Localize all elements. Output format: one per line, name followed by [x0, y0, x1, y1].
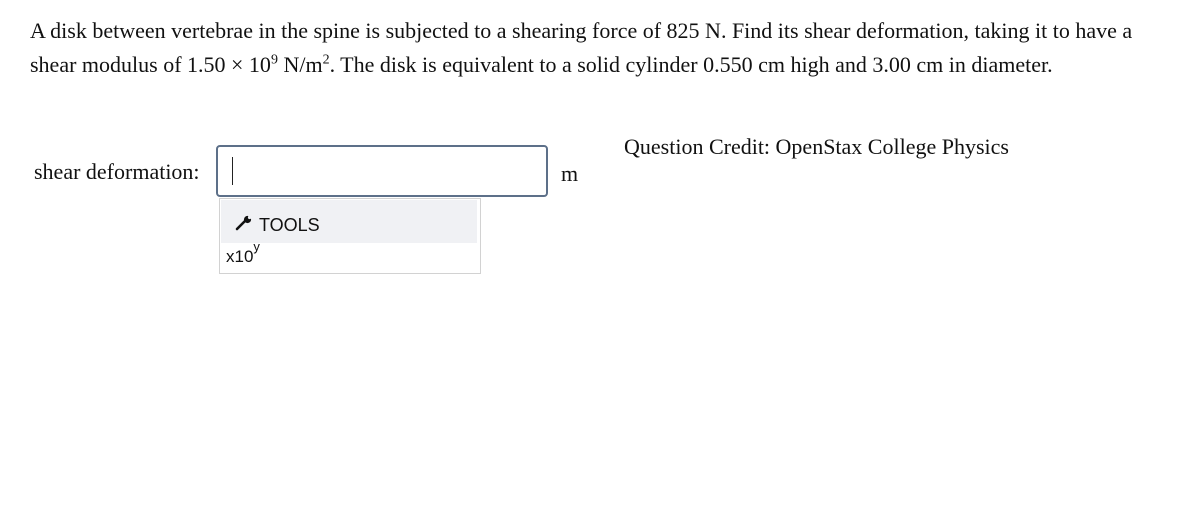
- question-text-part-2: N/m: [277, 52, 323, 77]
- tools-toggle-button[interactable]: [221, 200, 477, 243]
- modulus-exponent: 9: [270, 52, 278, 68]
- question-text-part-1: A disk between vertebrae in the spine is subjected to a shearing force of 825 N. Find its shear deformation, taking it to have a shear modulus of 1.50 × 10: [30, 18, 1133, 77]
- shear-deformation-input[interactable]: [216, 145, 548, 197]
- unit-exponent: 2: [322, 52, 330, 68]
- scientific-notation-button[interactable]: [224, 239, 262, 271]
- question-credit: Question Credit: OpenStax College Physics: [624, 134, 1009, 159]
- question-text-part-3: . The disk is equivalent to a solid cylinder 0.550 cm high and 3.00 cm in diameter.: [329, 52, 1053, 77]
- answer-label: shear deformation:: [34, 159, 200, 184]
- text-caret: [232, 157, 233, 185]
- tools-panel: [219, 198, 481, 274]
- sci-notation-base: x10: [226, 247, 254, 266]
- question-text: [30, 14, 1180, 82]
- tools-label: TOOLS: [259, 215, 320, 235]
- wrench-icon: [235, 215, 253, 231]
- sci-notation-exponent: y: [253, 239, 260, 254]
- answer-unit: m: [561, 161, 579, 186]
